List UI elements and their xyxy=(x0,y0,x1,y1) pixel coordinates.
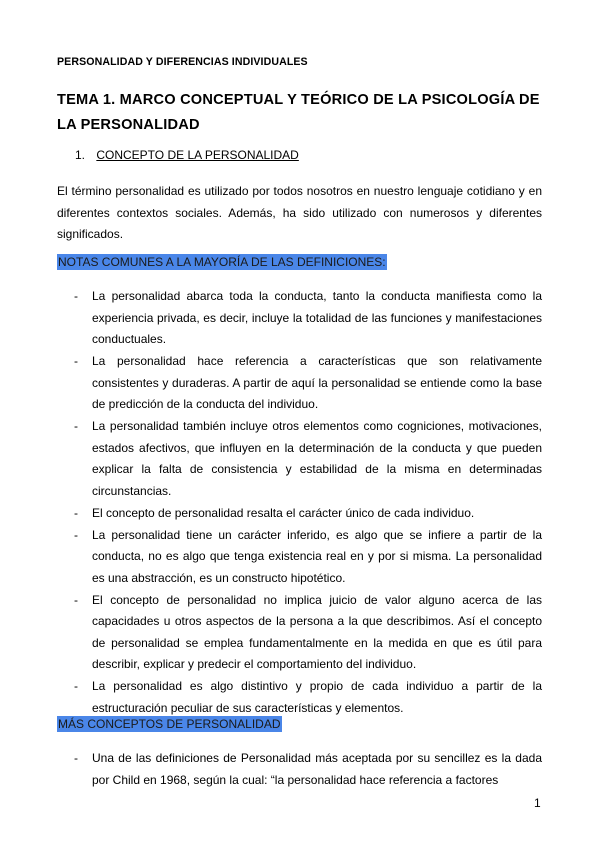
notas-list xyxy=(57,286,542,720)
page-number: 1 xyxy=(534,796,541,810)
list-item-text: La personalidad abarca toda la conducta, tanto la conducta manifiesta como la experiencia privada, es decir, incluye la totalidad de las funciones y manifestaciones conductuales. xyxy=(92,289,542,346)
section-number: 1. xyxy=(75,148,86,162)
bullet-dash: - xyxy=(74,419,78,433)
section-heading xyxy=(75,148,299,162)
bullet-dash: - xyxy=(74,505,78,520)
intro-paragraph: El término personalidad es utilizado por todos nosotros en nuestro lenguaje cotidiano y en diferentes contextos sociales. Además, ha sido utilizado con numerosos y diferentes significados. xyxy=(57,184,542,241)
list-item-text: Una de las definiciones de Personalidad más aceptada por su sencillez es la dada por Child en 1968, según la cual: “la personalidad hace referencia a factores xyxy=(92,751,542,787)
list-item-text: La personalidad tiene un carácter inferido, es algo que se infiere a partir de la conducta, no es algo que tenga existencia real en y por si misma. La personalidad es una abstracción, es un constructo hipotético. xyxy=(92,527,542,585)
list-item xyxy=(57,351,542,416)
list-item xyxy=(57,416,542,502)
highlighted-heading-text: NOTAS COMUNES A LA MAYORÍA DE LAS DEFINICIONES: xyxy=(58,255,386,269)
list-item xyxy=(57,286,542,351)
list-item-text: El concepto de personalidad resalta el carácter único de cada individuo. xyxy=(92,505,475,520)
heading-mas-conceptos xyxy=(57,716,282,732)
list-item xyxy=(57,676,542,719)
list-item-text: La personalidad es algo distintivo y propio de cada individuo a partir de la estructuración peculiar de sus características y elementos. xyxy=(92,679,542,715)
mas-conceptos-list xyxy=(57,748,542,792)
highlighted-heading-text: MÁS CONCEPTOS DE PERSONALIDAD xyxy=(58,717,281,731)
bullet-dash: - xyxy=(74,679,78,693)
list-item-text: El concepto de personalidad no implica juicio de valor alguno acerca de las capacidades u otros aspectos de la persona a la que describimos. Así el concepto de personalidad se emplea fundamentalmente en la medida en que es útil para describir, explicar y predecir el comportamiento del individuo. xyxy=(92,592,542,671)
list-item-text: La personalidad también incluye otros elementos como cogniciones, motivaciones, estados afectivos, que influyen en la determinación de la conducta y que pueden explicar la falta de consistencia y estabilidad de la misma en determinadas circunstancias. xyxy=(92,419,542,498)
list-item xyxy=(57,503,542,525)
bullet-dash: - xyxy=(74,527,78,542)
tema-title: TEMA 1. MARCO CONCEPTUAL Y TEÓRICO DE LA PSICOLOGÍA DE LA PERSONALIDAD xyxy=(57,92,540,133)
list-item xyxy=(57,590,542,676)
bullet-dash: - xyxy=(74,289,78,303)
bullet-dash: - xyxy=(74,751,78,765)
list-item-text: La personalidad hace referencia a características que son relativamente consistentes y duraderas. A partir de aquí la personalidad se entiende como la base de predicción de la conducta del individuo. xyxy=(92,354,542,411)
bullet-dash: - xyxy=(74,354,78,368)
list-item xyxy=(57,525,542,590)
bullet-dash: - xyxy=(74,592,78,607)
heading-notas-comunes xyxy=(57,254,387,270)
list-item xyxy=(57,748,542,791)
section-title: CONCEPTO DE LA PERSONALIDAD xyxy=(96,148,299,162)
subject-header: PERSONALIDAD Y DIFERENCIAS INDIVIDUALES xyxy=(57,56,308,68)
